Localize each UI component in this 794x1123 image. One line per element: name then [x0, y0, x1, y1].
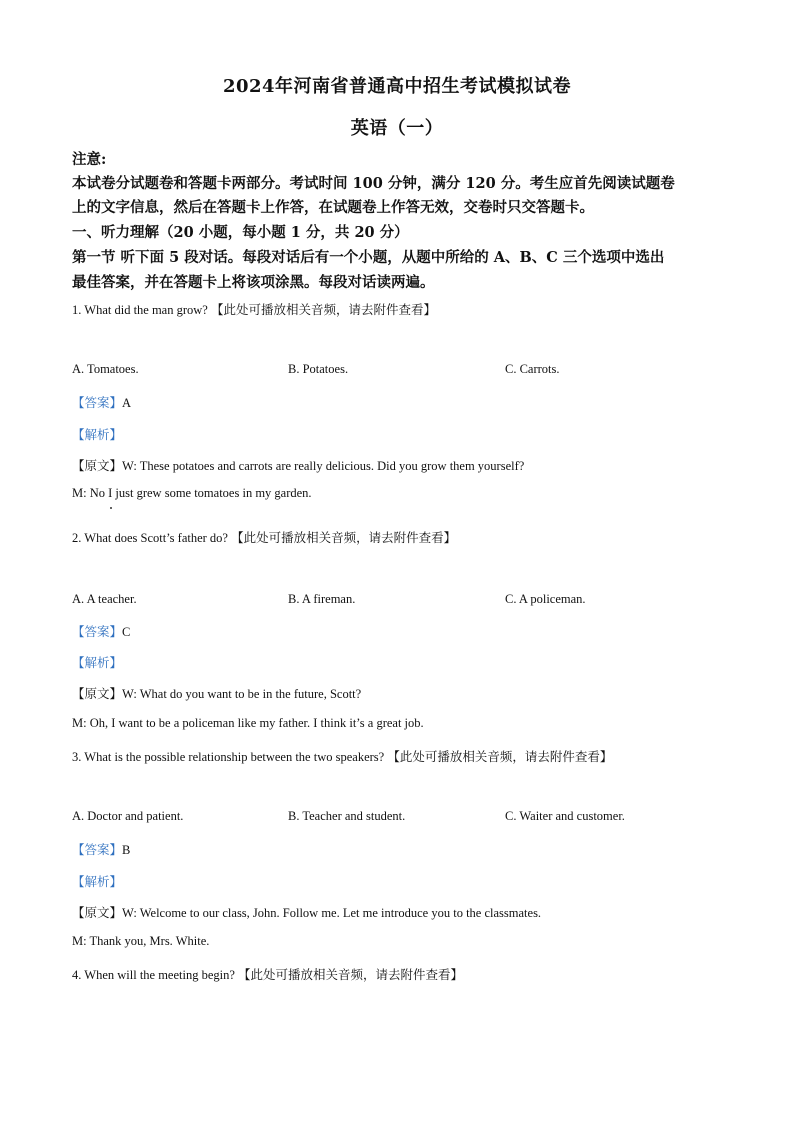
question-1-transcript-w: 【原文】W: These potatoes and carrots are really delicious. Did you grow them yourself?: [72, 459, 525, 473]
question-3-option-a: A. Doctor and patient.: [72, 809, 184, 823]
question-1-stem: 1. What did the man grow? 【此处可播放相关音频，请去附件查看】: [72, 303, 436, 317]
analysis-label: 【解析】: [72, 656, 123, 670]
analysis-label: 【解析】: [72, 428, 123, 442]
question-4-stem: 4. When will the meeting begin? 【此处可播放相关音频，请去附件查看】: [72, 968, 464, 982]
question-1-transcript-m: M: No I just grew some tomatoes in my garden.: [72, 486, 312, 500]
question-3-transcript-m: M: Thank you, Mrs. White.: [72, 934, 210, 948]
transcript-label: 【原文】: [72, 906, 123, 920]
question-2-analysis: [72, 653, 122, 671]
answer-value: A: [122, 396, 132, 410]
stray-dot-mark: [110, 507, 112, 509]
question-2-transcript-m: M: Oh, I want to be a policeman like my father. I think it’s a great job.: [72, 716, 424, 730]
question-2-transcript-w: 【原文】W: What do you want to be in the future, Scott?: [72, 687, 362, 701]
section-part-heading: 一、听力理解（20 小题，每小题 1 分，共 20 分）: [72, 224, 409, 241]
question-1-analysis: [72, 425, 122, 443]
question-1-option-c: C. Carrots.: [505, 362, 560, 376]
transcript-label: 【原文】: [72, 687, 123, 701]
question-1-option-b: B. Potatoes.: [288, 362, 349, 376]
question-3-option-c: C. Waiter and customer.: [505, 809, 625, 823]
answer-label: 【答案】: [72, 625, 123, 639]
answer-value: C: [122, 625, 131, 639]
question-3-analysis: [72, 872, 122, 890]
answer-label: 【答案】: [72, 843, 123, 857]
question-3-stem: 3. What is the possible relationship between the two speakers? 【此处可播放相关音频，请去附件查看】: [72, 750, 613, 764]
analysis-label: 【解析】: [72, 875, 123, 889]
notice-heading: 注意:: [72, 151, 107, 168]
page-title: 2024年河南省普通高中招生考试模拟试卷: [222, 76, 572, 97]
question-2-option-b: B. A fireman.: [288, 592, 356, 606]
question-3-answer: [72, 840, 130, 858]
question-3-transcript-w: 【原文】W: Welcome to our class, John. Follow me. Let me introduce you to the classmates.: [72, 906, 542, 920]
question-2-option-a: A. A teacher.: [72, 592, 137, 606]
question-2-stem: 2. What does Scott’s father do? 【此处可播放相关音频，请去附件查看】: [72, 531, 457, 545]
question-2-answer: [72, 622, 130, 640]
question-3-option-b: B. Teacher and student.: [288, 809, 406, 823]
answer-label: 【答案】: [72, 396, 123, 410]
answer-value: B: [122, 843, 131, 857]
question-2-option-c: C. A policeman.: [505, 592, 586, 606]
section-instruction-2: 最佳答案，并在答题卡上将该项涂黑。每段对话读两遍。: [72, 274, 435, 291]
question-1-answer: [72, 393, 131, 411]
section-instruction-1: 第一节 听下面 5 段对话。每段对话后有一个小题，从题中所给的 A、B、C 三个选项中选出: [72, 249, 665, 266]
page-subtitle: 英语（一）: [350, 118, 444, 139]
notice-line-1: 本试卷分试题卷和答题卡两部分。考试时间 100 分钟，满分 120 分。考生应首先阅读试题卷: [72, 175, 675, 192]
question-1-option-a: A. Tomatoes.: [72, 362, 139, 376]
notice-line-2: 上的文字信息，然后在答题卡上作答，在试题卷上作答无效，交卷时只交答题卡。: [72, 199, 594, 216]
transcript-label: 【原文】: [72, 459, 123, 473]
